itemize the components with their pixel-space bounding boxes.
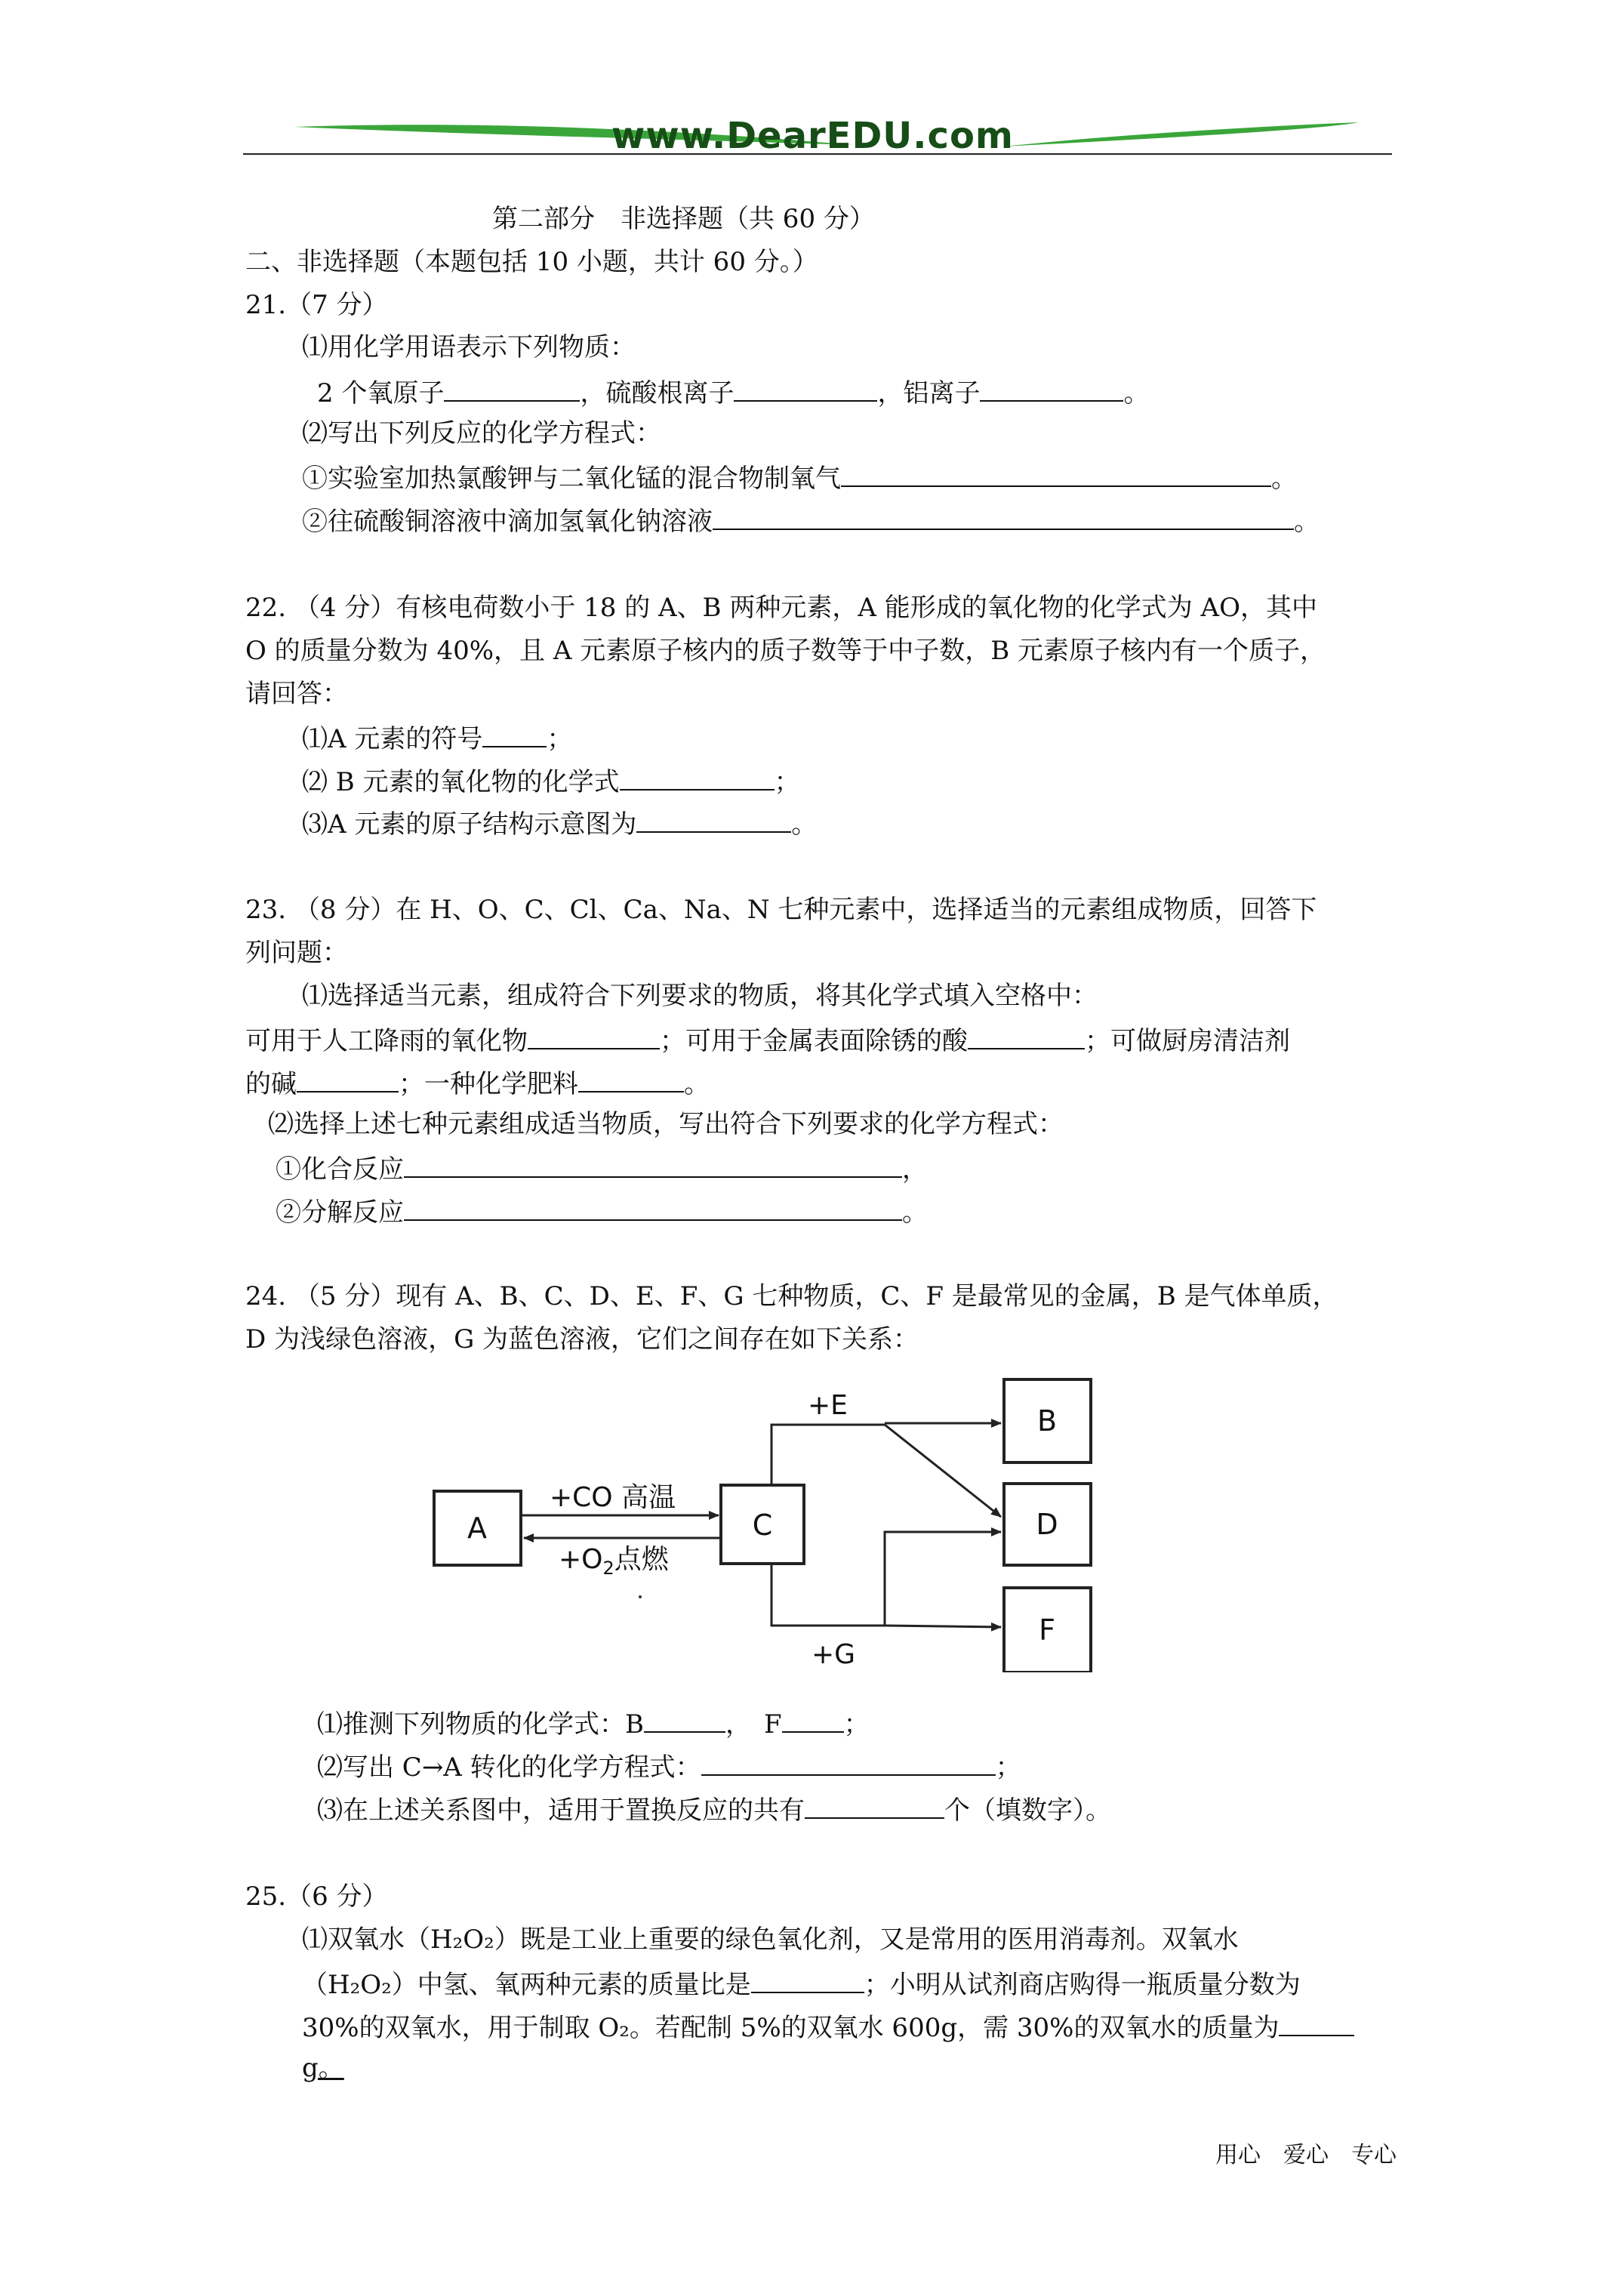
- q24-sub2-end: ；: [995, 1752, 1021, 1783]
- q22-sub1-label: ⑴A 元素的符号: [302, 724, 483, 754]
- q22-sub3: [302, 809, 818, 840]
- q23-reaction2: [276, 1197, 928, 1228]
- header-site-logo: www.DearEDU.com: [611, 115, 1014, 157]
- q25-ratio-blank[interactable]: [751, 1969, 864, 1993]
- q22-line3: 请回答：: [245, 679, 348, 709]
- node-d: D: [1036, 1508, 1058, 1541]
- q23-reaction2-label: ②分解反应: [276, 1197, 404, 1228]
- q23-reaction2-end: 。: [902, 1197, 928, 1228]
- q21-eq2-blank[interactable]: [713, 506, 1294, 530]
- q23-part2: ⑵选择上述七种元素组成适当物质，写出符合下列要求的化学方程式：: [268, 1109, 1064, 1139]
- q23-reaction1-blank[interactable]: [404, 1154, 902, 1178]
- q21-eq2-line: [302, 506, 1320, 535]
- node-b: B: [1036, 1404, 1058, 1438]
- q23-line1: 23. （8 分）在 H、O、C、Cl、Ca、Na、N 七种元素中，选择适当的元素组成物质，回答下: [245, 895, 1317, 925]
- q25-line1: ⑴双氧水（H₂O₂）既是工业上重要的绿色氧化剂，又是常用的医用消毒剂。双氧水: [302, 1925, 1239, 1955]
- q21-eq1-label: ①实验室加热氯酸钾与二氧化锰的混合物制氧气: [302, 464, 841, 494]
- q23-reaction1: [276, 1154, 928, 1185]
- q21-part1-line: [317, 378, 1149, 406]
- arrow-to-f: [885, 1626, 1001, 1627]
- q23-base-label: 的碱: [245, 1069, 297, 1099]
- q23-line2: 列问题：: [245, 938, 348, 968]
- q23-cleaner-label: ；可做厨房清洁剂: [1085, 1026, 1290, 1056]
- q21-eq2-end: 。: [1294, 507, 1320, 537]
- q24-line1: 24. （5 分）现有 A、B、C、D、E、F、G 七种物质，C、F 是最常见的金属，B 是气体单质，: [245, 1281, 1338, 1311]
- q22-sub2-label: ⑵ B 元素的氧化物的化学式: [302, 767, 620, 797]
- q24-sub3: [317, 1795, 1111, 1826]
- q21-part2: ⑵写出下列反应的化学方程式：: [302, 418, 661, 448]
- label-o2-ignite: $+O_2$点燃: [559, 1544, 669, 1579]
- q25-mass-blank[interactable]: [1279, 2012, 1354, 2036]
- q24-f-blank[interactable]: [782, 1709, 844, 1733]
- q23-fertilizer-blank[interactable]: [578, 1068, 684, 1093]
- q24-sub1-end: ；: [843, 1709, 870, 1740]
- node-f: F: [1039, 1613, 1055, 1647]
- q25-ratio-label: （H₂O₂）中氢、氧两种元素的质量比是: [302, 1970, 751, 2000]
- q23-base-blank[interactable]: [297, 1068, 399, 1093]
- q21-eq2-label: ②往硫酸铜溶液中滴加氢氧化钠溶液: [302, 507, 713, 537]
- q23-line4: [245, 1068, 710, 1097]
- q23-reaction1-label: ①化合反应: [276, 1154, 404, 1185]
- q24-line2: D 为浅绿色溶液，G 为蓝色溶液，它们之间存在如下关系：: [245, 1324, 919, 1354]
- q24-sub2-label: ⑵写出 C→A 转化的化学方程式：: [317, 1752, 701, 1783]
- q21-eq1-end: 。: [1271, 464, 1297, 494]
- q23-reaction1-end: ，: [902, 1154, 928, 1185]
- q24-reaction-diagram: [423, 1370, 1117, 1672]
- q23-part1: ⑴选择适当元素，组成符合下列要求的物质，将其化学式填入空格中：: [302, 981, 1098, 1011]
- q22-sub3-end: 。: [791, 809, 818, 840]
- q23-oxide-label: 可用于人工降雨的氧化物: [245, 1026, 528, 1056]
- part-title: 第二部分 非选择题（共 60 分）: [492, 204, 875, 234]
- q21-eq1-blank[interactable]: [841, 463, 1271, 487]
- q24-sub1-f-label: ， F: [725, 1709, 782, 1740]
- q24-sub3-label: ⑶在上述关系图中，适用于置换反应的共有: [317, 1795, 805, 1826]
- q21-head: 21.（7 分）: [245, 290, 388, 320]
- q21-sulfate-label: ，硫酸根离子: [580, 378, 735, 408]
- q22-sub2-blank[interactable]: [620, 766, 775, 791]
- page-header: [242, 113, 1397, 159]
- q25-line2: [302, 1969, 1301, 1998]
- q25-head: 25.（6 分）: [245, 1881, 388, 1912]
- header-rule: [243, 153, 1392, 155]
- section-title: 二、非选择题（本题包括 10 小题，共计 60 分。）: [245, 247, 818, 277]
- q24-equation-blank[interactable]: [701, 1752, 996, 1776]
- connector-plus-g: [771, 1564, 885, 1626]
- q21-aluminium-label: ，铝离子: [877, 378, 981, 408]
- label-plus-e: +E: [808, 1390, 848, 1421]
- connector-plus-e: [771, 1425, 885, 1485]
- node-a: A: [467, 1512, 487, 1545]
- q22-sub1: [302, 723, 572, 752]
- q23-oxide-blank[interactable]: [528, 1025, 660, 1049]
- q25-line4: g。: [302, 2053, 344, 2083]
- q22-sub2: [302, 766, 800, 795]
- q24-sub1: [317, 1709, 870, 1740]
- q23-fertilizer-label: ；一种化学肥料: [399, 1069, 578, 1099]
- q22-sub3-blank[interactable]: [636, 809, 791, 833]
- q24-b-blank[interactable]: [644, 1709, 725, 1733]
- q25-line3: [302, 2012, 1354, 2041]
- label-plus-g: +G: [812, 1639, 856, 1670]
- q24-count-blank[interactable]: [805, 1795, 944, 1819]
- stray-dot: [639, 1595, 642, 1598]
- q24-sub1-label: ⑴推测下列物质的化学式：B: [317, 1709, 644, 1740]
- q21-answer-blank-2[interactable]: [734, 378, 877, 402]
- q22-sub3-label: ⑶A 元素的原子结构示意图为: [302, 809, 637, 840]
- q21-answer-blank-3[interactable]: [980, 378, 1123, 402]
- node-c: C: [752, 1509, 773, 1542]
- q21-oxygen-atoms-label: 2 个氧原子: [317, 378, 445, 408]
- q23-line3: [245, 1025, 1290, 1054]
- q24-sub3-end: 个（填数字）。: [944, 1795, 1111, 1826]
- q22-sub2-end: ；: [774, 767, 800, 797]
- q23-line4-end: 。: [684, 1069, 710, 1099]
- label-co-high-temp: +CO 高温: [550, 1482, 676, 1513]
- q22-line2: O 的质量分数为 40%，且 A 元素原子核内的质子数等于中子数，B 元素原子核内有一个质子，: [245, 636, 1326, 666]
- q21-eq1-line: [302, 463, 1297, 492]
- q21-answer-blank-1[interactable]: [444, 378, 580, 402]
- q25-line3-text: 30%的双氧水，用于制取 O₂。若配制 5%的双氧水 600g，需 30%的双氧水的质量为: [302, 2013, 1280, 2043]
- page-footer: 用心 爱心 专心: [1215, 2142, 1397, 2168]
- q22-sub1-blank[interactable]: [482, 723, 547, 747]
- q22-sub1-end: ；: [547, 724, 573, 754]
- q21-period: 。: [1123, 378, 1150, 408]
- q25-line2-rest: ；小明从试剂商店购得一瓶质量分数为: [864, 1970, 1301, 2000]
- q23-acid-blank[interactable]: [968, 1025, 1085, 1049]
- q23-acid-label: ；可用于金属表面除锈的酸: [660, 1026, 968, 1056]
- arrow-e-to-d: [885, 1425, 1001, 1517]
- q22-line1: 22. （4 分）有核电荷数小于 18 的 A、B 两种元素，A 能形成的氧化物的化学式为 AO，其中: [245, 593, 1317, 623]
- arrow-g-to-d: [885, 1532, 1001, 1626]
- q23-reaction2-blank[interactable]: [404, 1197, 902, 1221]
- q21-part1: ⑴用化学用语表示下列物质：: [302, 332, 636, 362]
- q24-sub2: [317, 1752, 1021, 1783]
